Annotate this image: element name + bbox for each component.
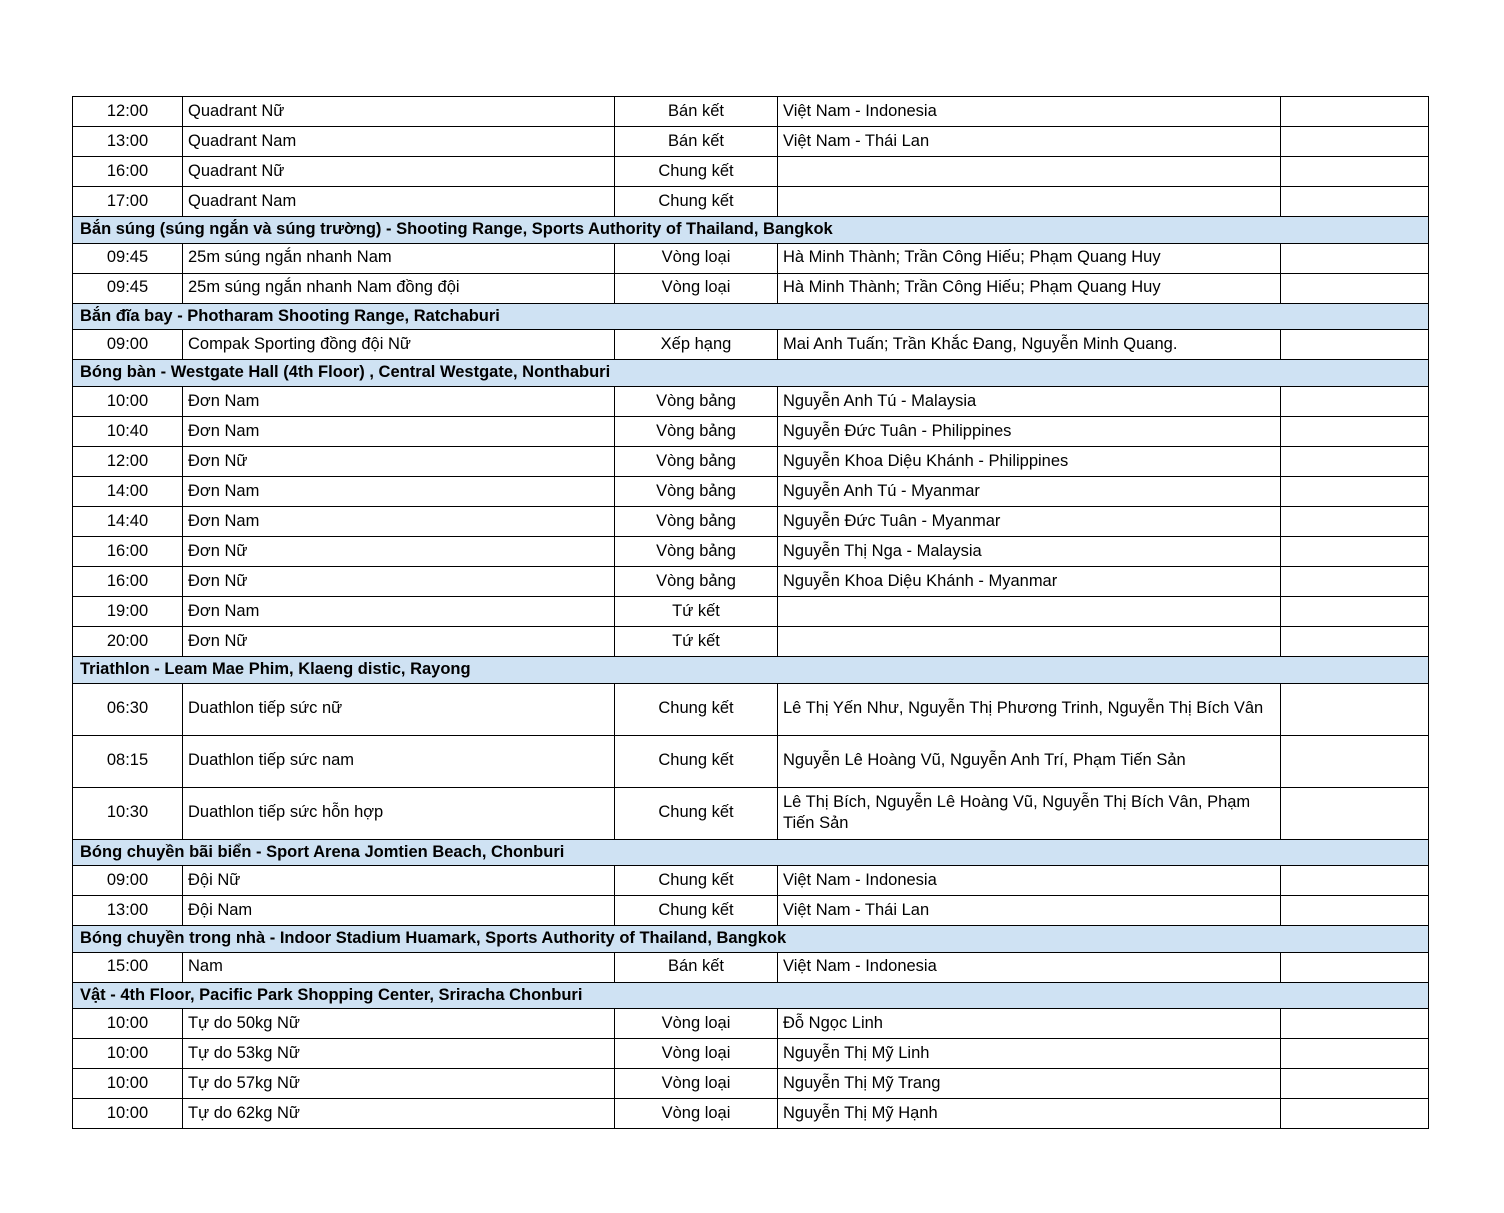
event-note	[1281, 1069, 1429, 1099]
table-row	[73, 596, 1429, 626]
table-row	[73, 187, 1429, 217]
event-note	[1281, 735, 1429, 787]
table-row	[73, 330, 1429, 360]
event-round: Chung kết	[615, 683, 778, 735]
venue-label: Bắn súng (súng ngắn và súng trường) - Shooting Range, Sports Authority of Thailand, Bangkok	[73, 217, 1429, 244]
event-name: 25m súng ngắn nhanh Nam đồng đội	[183, 273, 615, 303]
event-time: 12:00	[73, 97, 183, 127]
venue-header-row	[73, 926, 1429, 953]
table-row	[73, 157, 1429, 187]
event-time: 09:00	[73, 866, 183, 896]
event-name: Đơn Nữ	[183, 626, 615, 656]
event-athletes: Nguyễn Đức Tuân - Myanmar	[778, 506, 1281, 536]
event-round: Chung kết	[615, 735, 778, 787]
event-time: 10:00	[73, 1039, 183, 1069]
event-time: 17:00	[73, 187, 183, 217]
event-round: Bán kết	[615, 97, 778, 127]
event-athletes: Nguyễn Thị Nga - Malaysia	[778, 536, 1281, 566]
event-name: Đơn Nữ	[183, 566, 615, 596]
event-name: Quadrant Nữ	[183, 157, 615, 187]
table-row	[73, 536, 1429, 566]
table-row	[73, 787, 1429, 839]
event-time: 16:00	[73, 566, 183, 596]
event-note	[1281, 566, 1429, 596]
event-time: 09:45	[73, 273, 183, 303]
table-row	[73, 896, 1429, 926]
event-note	[1281, 896, 1429, 926]
event-athletes: Nguyễn Thị Mỹ Hạnh	[778, 1099, 1281, 1129]
venue-label: Bắn đĩa bay - Photharam Shooting Range, Ratchaburi	[73, 303, 1429, 330]
event-time: 08:15	[73, 735, 183, 787]
event-round: Chung kết	[615, 787, 778, 839]
event-time: 10:00	[73, 1009, 183, 1039]
event-athletes	[778, 187, 1281, 217]
event-round: Bán kết	[615, 952, 778, 982]
table-row	[73, 866, 1429, 896]
venue-header-row	[73, 982, 1429, 1009]
event-note	[1281, 416, 1429, 446]
event-athletes: Mai Anh Tuấn; Trần Khắc Đang, Nguyễn Minh Quang.	[778, 330, 1281, 360]
event-note	[1281, 1009, 1429, 1039]
event-time: 13:00	[73, 896, 183, 926]
event-note	[1281, 446, 1429, 476]
event-note	[1281, 626, 1429, 656]
event-round: Tứ kết	[615, 596, 778, 626]
table-row	[73, 1099, 1429, 1129]
event-athletes: Nguyễn Lê Hoàng Vũ, Nguyễn Anh Trí, Phạm Tiến Sản	[778, 735, 1281, 787]
table-row	[73, 416, 1429, 446]
event-name: Duathlon tiếp sức hỗn hợp	[183, 787, 615, 839]
event-note	[1281, 97, 1429, 127]
table-row	[73, 566, 1429, 596]
event-round: Vòng loại	[615, 1009, 778, 1039]
event-athletes: Hà Minh Thành; Trần Công Hiếu; Phạm Quang Huy	[778, 273, 1281, 303]
table-row	[73, 1039, 1429, 1069]
event-athletes: Việt Nam - Indonesia	[778, 866, 1281, 896]
event-time: 09:00	[73, 330, 183, 360]
event-note	[1281, 506, 1429, 536]
event-athletes	[778, 596, 1281, 626]
event-round: Chung kết	[615, 187, 778, 217]
event-round: Chung kết	[615, 896, 778, 926]
schedule-table	[72, 96, 1429, 1129]
venue-header-row	[73, 217, 1429, 244]
event-athletes: Việt Nam - Indonesia	[778, 97, 1281, 127]
venue-header-row	[73, 360, 1429, 387]
event-athletes: Nguyễn Anh Tú - Myanmar	[778, 476, 1281, 506]
table-row	[73, 446, 1429, 476]
event-note	[1281, 596, 1429, 626]
event-round: Vòng loại	[615, 1099, 778, 1129]
venue-label: Bóng chuyền bãi biển - Sport Arena Jomtien Beach, Chonburi	[73, 839, 1429, 866]
event-time: 14:00	[73, 476, 183, 506]
event-round: Bán kết	[615, 127, 778, 157]
event-time: 06:30	[73, 683, 183, 735]
event-round: Vòng bảng	[615, 476, 778, 506]
event-name: Quadrant Nam	[183, 187, 615, 217]
event-athletes: Việt Nam - Thái Lan	[778, 127, 1281, 157]
event-athletes: Việt Nam - Thái Lan	[778, 896, 1281, 926]
event-name: Tự do 53kg Nữ	[183, 1039, 615, 1069]
event-round: Chung kết	[615, 157, 778, 187]
table-row	[73, 1069, 1429, 1099]
event-note	[1281, 536, 1429, 566]
event-round: Vòng bảng	[615, 506, 778, 536]
event-name: Tự do 62kg Nữ	[183, 1099, 615, 1129]
event-athletes: Nguyễn Khoa Diệu Khánh - Myanmar	[778, 566, 1281, 596]
event-time: 12:00	[73, 446, 183, 476]
event-note	[1281, 386, 1429, 416]
event-round: Vòng loại	[615, 1069, 778, 1099]
event-round: Tứ kết	[615, 626, 778, 656]
event-athletes: Nguyễn Đức Tuân - Philippines	[778, 416, 1281, 446]
event-athletes: Lê Thị Bích, Nguyễn Lê Hoàng Vũ, Nguyễn Thị Bích Vân, Phạm Tiến Sản	[778, 787, 1281, 839]
event-note	[1281, 243, 1429, 273]
venue-header-row	[73, 656, 1429, 683]
event-round: Vòng bảng	[615, 536, 778, 566]
event-round: Vòng bảng	[615, 446, 778, 476]
event-athletes: Nguyễn Anh Tú - Malaysia	[778, 386, 1281, 416]
event-athletes	[778, 157, 1281, 187]
event-note	[1281, 127, 1429, 157]
event-time: 14:40	[73, 506, 183, 536]
event-name: Duathlon tiếp sức nữ	[183, 683, 615, 735]
event-name: Tự do 57kg Nữ	[183, 1069, 615, 1099]
schedule-table-body	[73, 97, 1429, 1129]
event-athletes	[778, 626, 1281, 656]
table-row	[73, 683, 1429, 735]
event-note	[1281, 330, 1429, 360]
event-time: 10:00	[73, 1099, 183, 1129]
event-note	[1281, 1099, 1429, 1129]
event-name: Quadrant Nữ	[183, 97, 615, 127]
event-name: Tự do 50kg Nữ	[183, 1009, 615, 1039]
event-name: Đơn Nữ	[183, 446, 615, 476]
event-round: Vòng bảng	[615, 566, 778, 596]
event-name: 25m súng ngắn nhanh Nam	[183, 243, 615, 273]
event-name: Duathlon tiếp sức nam	[183, 735, 615, 787]
event-name: Đơn Nữ	[183, 536, 615, 566]
event-athletes: Hà Minh Thành; Trần Công Hiếu; Phạm Quang Huy	[778, 243, 1281, 273]
event-name: Đơn Nam	[183, 386, 615, 416]
event-name: Quadrant Nam	[183, 127, 615, 157]
event-name: Đơn Nam	[183, 476, 615, 506]
event-note	[1281, 683, 1429, 735]
event-round: Chung kết	[615, 866, 778, 896]
table-row	[73, 273, 1429, 303]
event-time: 19:00	[73, 596, 183, 626]
event-name: Đội Nam	[183, 896, 615, 926]
event-athletes: Việt Nam - Indonesia	[778, 952, 1281, 982]
venue-header-row	[73, 839, 1429, 866]
event-athletes: Nguyễn Khoa Diệu Khánh - Philippines	[778, 446, 1281, 476]
event-note	[1281, 273, 1429, 303]
table-row	[73, 626, 1429, 656]
table-row	[73, 127, 1429, 157]
event-name: Đội Nữ	[183, 866, 615, 896]
event-note	[1281, 187, 1429, 217]
event-time: 09:45	[73, 243, 183, 273]
venue-label: Bóng bàn - Westgate Hall (4th Floor) , Central Westgate, Nonthaburi	[73, 360, 1429, 387]
table-row	[73, 386, 1429, 416]
table-row	[73, 243, 1429, 273]
event-athletes: Lê Thị Yến Như, Nguyễn Thị Phương Trinh, Nguyễn Thị Bích Vân	[778, 683, 1281, 735]
event-time: 10:00	[73, 386, 183, 416]
event-name: Đơn Nam	[183, 596, 615, 626]
event-time: 10:00	[73, 1069, 183, 1099]
event-note	[1281, 476, 1429, 506]
venue-label: Triathlon - Leam Mae Phim, Klaeng distic, Rayong	[73, 656, 1429, 683]
venue-label: Bóng chuyền trong nhà - Indoor Stadium Huamark, Sports Authority of Thailand, Bangkok	[73, 926, 1429, 953]
table-row	[73, 952, 1429, 982]
event-time: 10:40	[73, 416, 183, 446]
event-athletes: Nguyễn Thị Mỹ Linh	[778, 1039, 1281, 1069]
event-note	[1281, 952, 1429, 982]
table-row	[73, 506, 1429, 536]
event-time: 13:00	[73, 127, 183, 157]
event-time: 10:30	[73, 787, 183, 839]
event-name: Đơn Nam	[183, 506, 615, 536]
event-time: 20:00	[73, 626, 183, 656]
event-round: Vòng loại	[615, 273, 778, 303]
event-round: Vòng loại	[615, 1039, 778, 1069]
table-row	[73, 97, 1429, 127]
event-note	[1281, 1039, 1429, 1069]
event-round: Vòng bảng	[615, 386, 778, 416]
table-row	[73, 735, 1429, 787]
event-time: 16:00	[73, 536, 183, 566]
event-round: Xếp hạng	[615, 330, 778, 360]
table-row	[73, 476, 1429, 506]
venue-label: Vật - 4th Floor, Pacific Park Shopping Center, Sriracha Chonburi	[73, 982, 1429, 1009]
event-round: Vòng bảng	[615, 416, 778, 446]
event-athletes: Đỗ Ngọc Linh	[778, 1009, 1281, 1039]
event-name: Compak Sporting đồng đội Nữ	[183, 330, 615, 360]
table-row	[73, 1009, 1429, 1039]
event-time: 15:00	[73, 952, 183, 982]
event-name: Nam	[183, 952, 615, 982]
venue-header-row	[73, 303, 1429, 330]
event-note	[1281, 787, 1429, 839]
event-round: Vòng loại	[615, 243, 778, 273]
event-name: Đơn Nam	[183, 416, 615, 446]
event-note	[1281, 866, 1429, 896]
event-time: 16:00	[73, 157, 183, 187]
event-athletes: Nguyễn Thị Mỹ Trang	[778, 1069, 1281, 1099]
event-note	[1281, 157, 1429, 187]
